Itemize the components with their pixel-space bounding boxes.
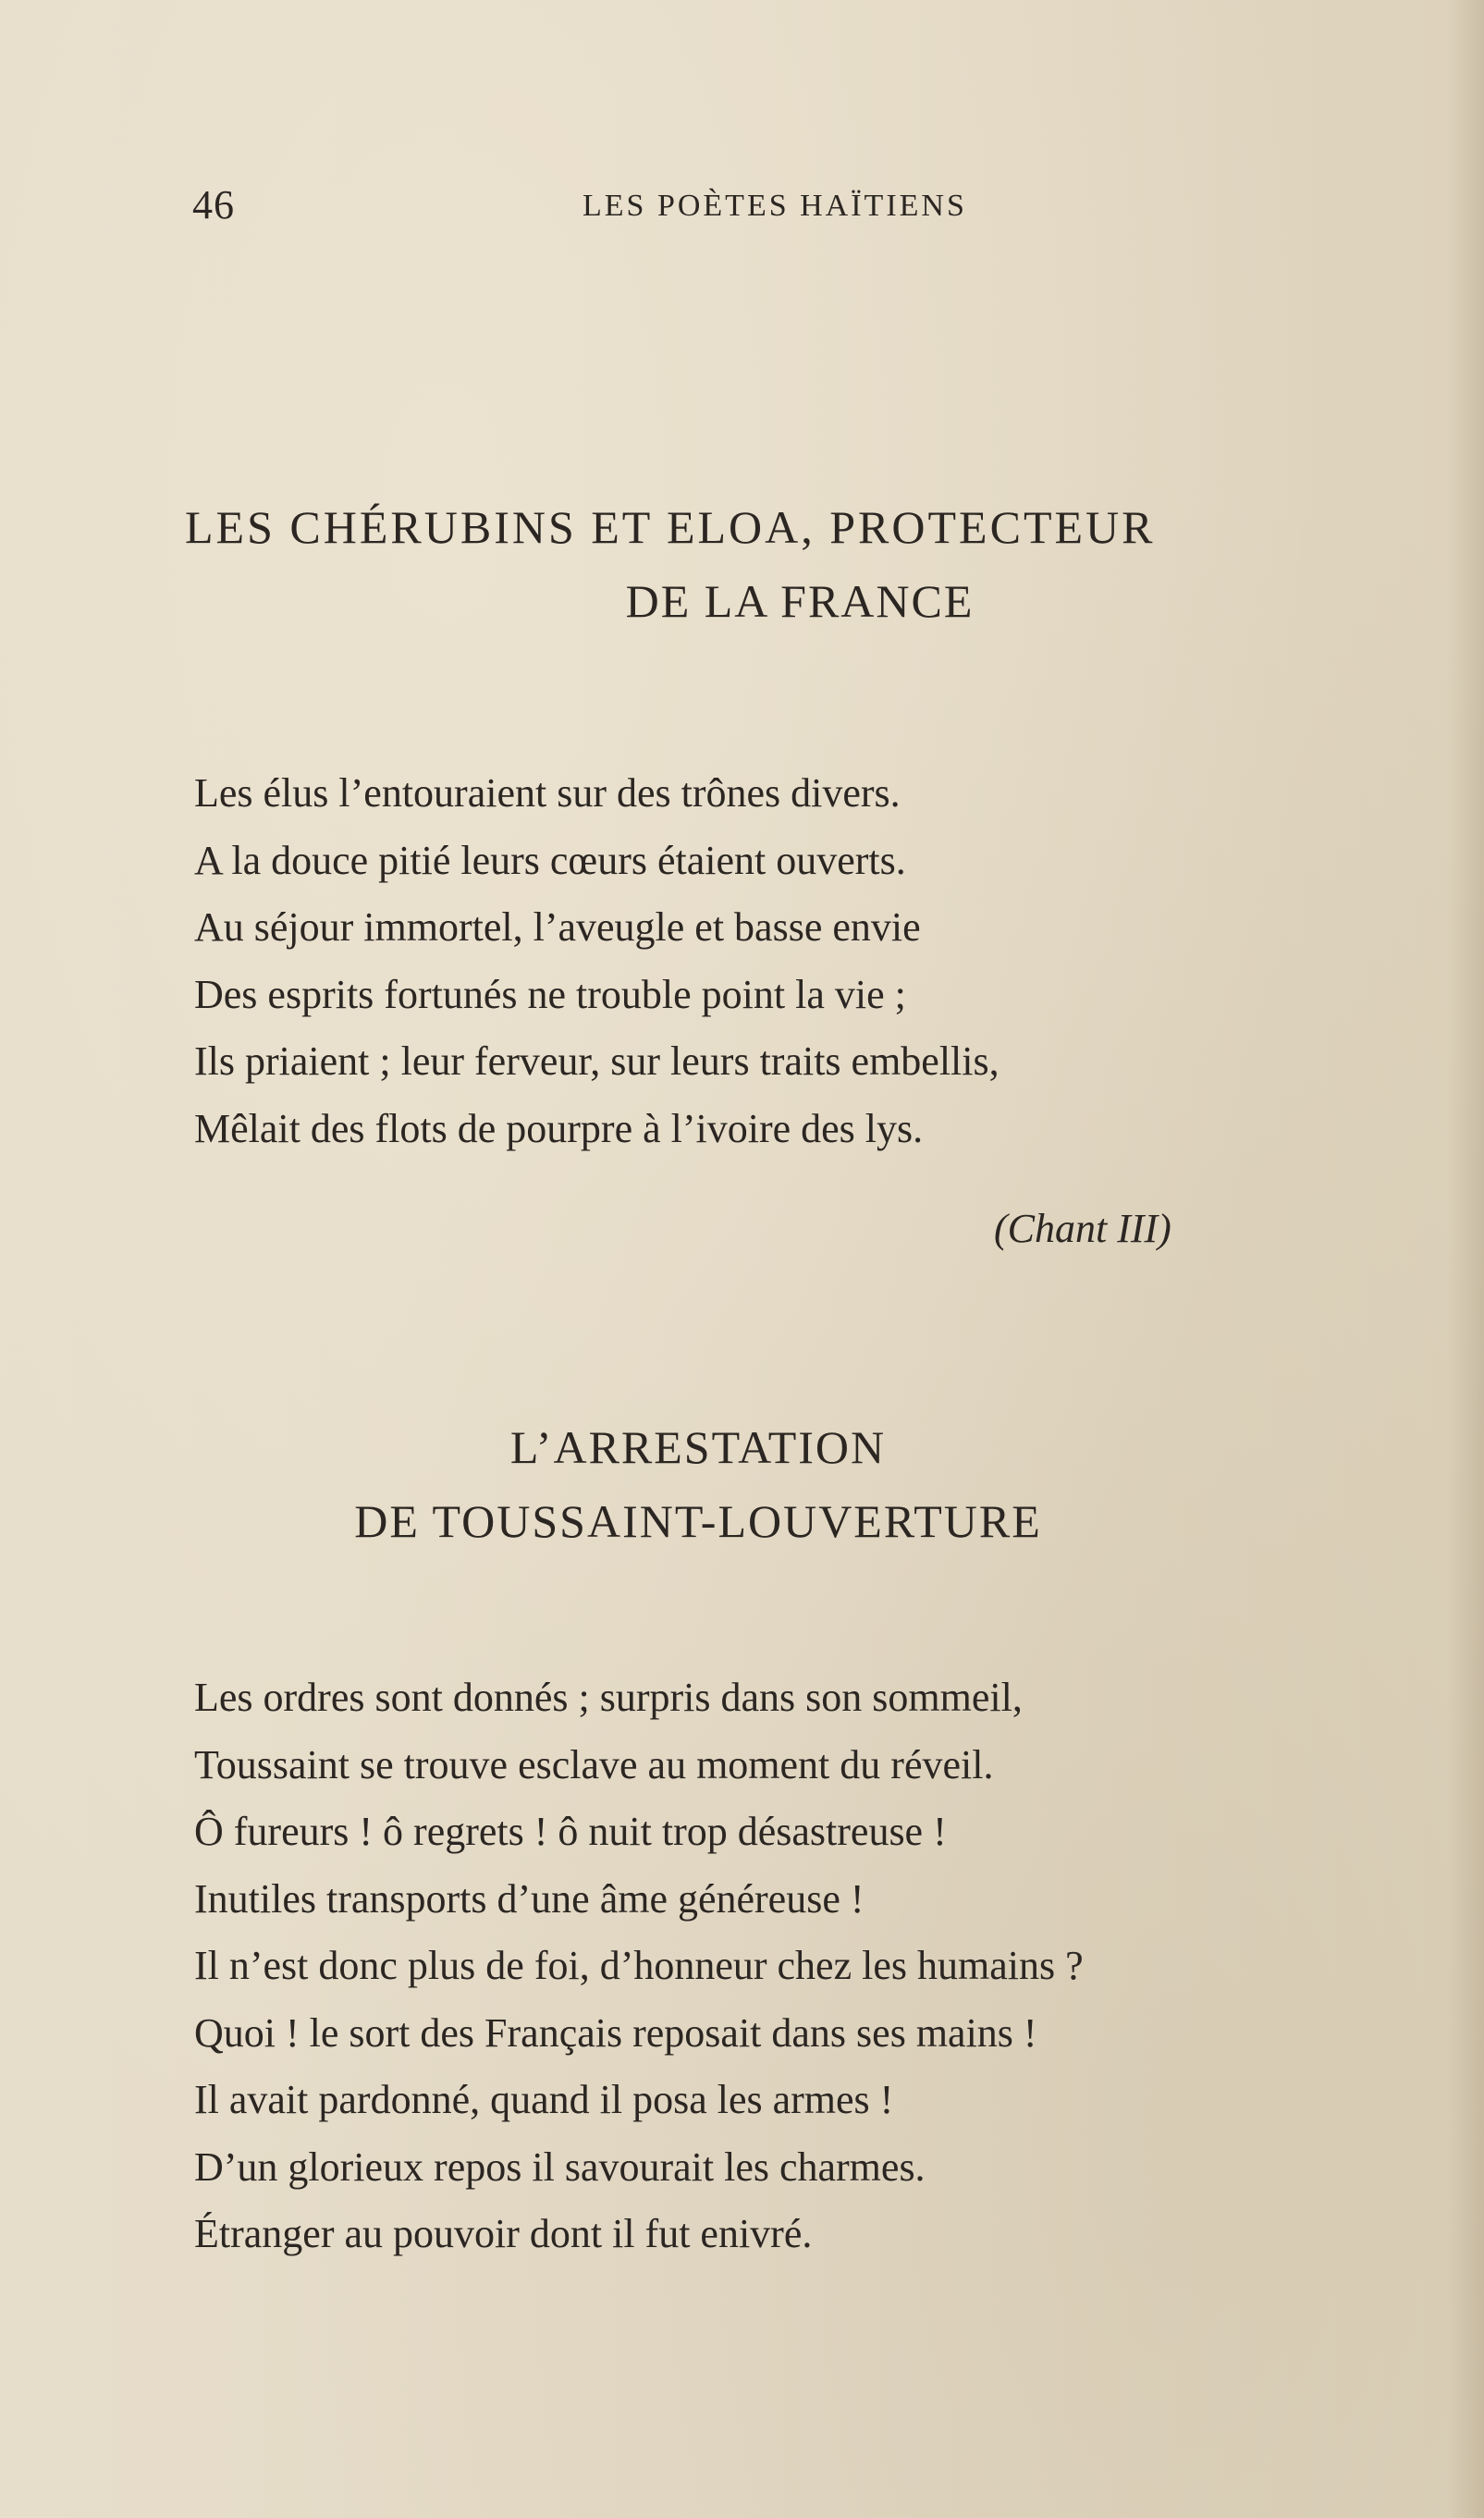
running-title: LES POÈTES HAÏTIENS	[583, 189, 967, 223]
verse-line: Ô fureurs ! ô regrets ! ô nuit trop désastreuse !	[194, 1809, 947, 1854]
verse-line: Quoi ! le sort des Français reposait dans ses mains !	[194, 2009, 1037, 2056]
poem-verses-arrestation	[194, 1664, 1424, 2268]
poem-title-arrestation	[185, 1410, 1211, 1558]
page-number: 46	[192, 182, 235, 227]
poem-title-line: DE LA FRANCE	[625, 575, 975, 627]
poem-title-line: L’ARRESTATION	[509, 1421, 887, 1473]
verse-line: Au séjour immortel, l’aveugle et basse envie	[194, 904, 921, 950]
verse-line: Il avait pardonné, quand il posa les armes !	[194, 2077, 894, 2122]
running-head	[185, 181, 1036, 237]
poem-title-cherubins	[185, 490, 1415, 638]
verse-line: Inutiles transports d’une âme généreuse !	[194, 1875, 865, 1922]
verse-line: Ils priaient ; leur ferveur, sur leurs traits embellis,	[194, 1038, 1000, 1084]
poem-title-line: LES CHÉRUBINS ET ELOA, PROTECTEUR	[185, 501, 1156, 553]
poem-verses-cherubins	[194, 760, 1424, 1162]
verse-line: Toussaint se trouve esclave au moment du réveil.	[194, 1741, 994, 1787]
verse-line: Étranger au pouvoir dont il fut enivré.	[194, 2211, 813, 2256]
source-note-chant: (Chant III)	[994, 1206, 1171, 1251]
page-edge-shadow	[1447, 0, 1484, 2518]
verse-line: Des esprits fortunés ne trouble point la vie ;	[194, 971, 906, 1017]
verse-line: Les élus l’entouraient sur des trônes divers.	[194, 770, 901, 816]
verse-line: A la douce pitié leurs cœurs étaient ouverts.	[194, 837, 906, 883]
verse-line: Il n’est donc plus de foi, d’honneur chez les humains ?	[194, 1943, 1084, 1988]
verse-line: Les ordres sont donnés ; surpris dans son sommeil,	[194, 1675, 1023, 1720]
verse-line: D’un glorieux repos il savourait les charmes.	[194, 2143, 926, 2190]
verse-line: Mêlait des flots de pourpre à l’ivoire des lys.	[194, 1105, 924, 1151]
poem-title-line: DE TOUSSAINT-LOUVERTURE	[354, 1495, 1042, 1547]
